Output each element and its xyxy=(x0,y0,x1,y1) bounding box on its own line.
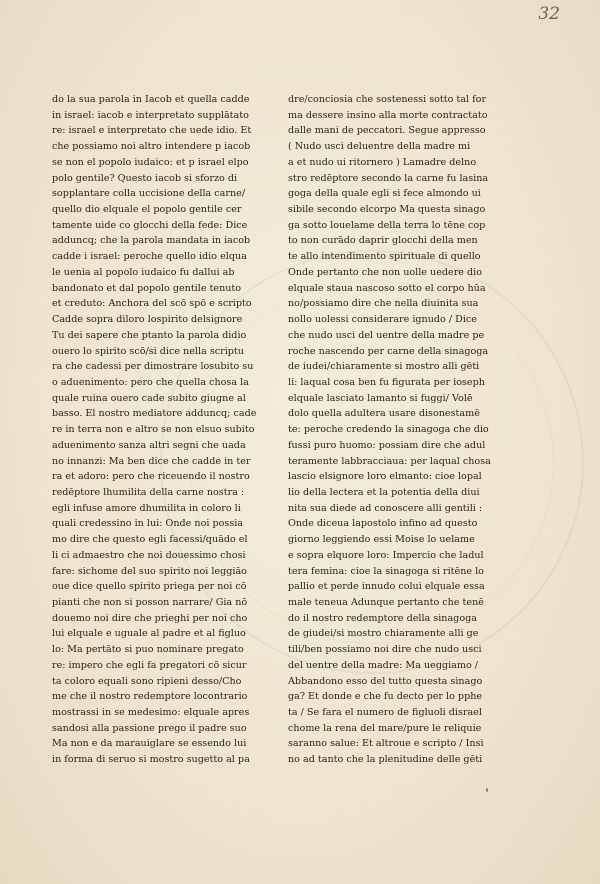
text-line: dolo quella adultera usare disonestamē xyxy=(288,408,480,420)
text-line: ra et adoro: pero che riceuendo il nostro xyxy=(52,471,250,483)
text-line: me che il nostro redemptore locontrario xyxy=(52,691,248,703)
text-line: egli infuse amore dhumilita in coloro li xyxy=(52,502,241,514)
text-line: saranno salue: Et altroue e scripto / Insi xyxy=(288,738,484,750)
right-text-column xyxy=(288,92,516,768)
text-line: fussi puro huomo: possiam dire che adul xyxy=(288,439,486,451)
text-line: lo: Ma pertāto si puo nominare pregato xyxy=(52,644,244,656)
text-line: roche nascendo per carne della sinagoga xyxy=(288,345,489,357)
text-line: no innanzi: Ma ben dice che cadde in ter xyxy=(52,455,251,467)
text-line: nita sua diede ad conoscere alli gentili : xyxy=(288,502,483,514)
text-line: goga della quale egli si fece almondo ui xyxy=(288,188,481,200)
text-line: o aduenimento: pero che quella chosa la xyxy=(52,376,249,388)
text-line: cadde i israel: peroche quello idio elqua xyxy=(52,251,247,263)
text-line: bandonato et dal popolo gentile tenuto xyxy=(52,282,242,294)
text-line: douemo noi dire che prieghi per noi cho xyxy=(52,612,248,624)
text-line: sopplantare colla uccisione della carne/ xyxy=(52,188,246,200)
text-line: lascio elsignore loro elmanto: cioe lopal xyxy=(288,471,482,483)
text-line: che nudo usci del uentre della madre pe xyxy=(288,329,485,341)
text-line: male teneua Adunque pertanto che tenē xyxy=(288,597,484,608)
text-line: lui elquale e uguale al padre et al figluo xyxy=(52,628,246,640)
text-line: quali credessino in lui: Onde noi possia xyxy=(52,518,244,530)
text-line: te allo intendimento spirituale di quello xyxy=(288,251,481,263)
text-line: tili/ben possiamo noi dire che nudo usci xyxy=(288,644,482,656)
text-line: mo dire che questo egli facessi/quādo el xyxy=(52,534,248,546)
text-line: pallio et perde innudo colui elquale essa xyxy=(288,581,485,593)
text-line: stro redēptore secondo la carne fu lasina xyxy=(288,172,489,184)
folio-number: 32 xyxy=(538,4,560,24)
text-line: quale ruina ouero cade subito giugne al xyxy=(52,392,246,404)
text-line: de iudei/chiaramente si mostro alli gēti xyxy=(288,361,480,373)
text-line: fare: sichome del suo spirito noi leggiāo xyxy=(52,565,247,577)
text-line: in forma di seruo si mostro sugetto al pa xyxy=(52,754,250,766)
text-line: mostrassi in se medesimo: elquale apres xyxy=(52,707,250,719)
text-line: chome la rena del mare/pure le reliquie xyxy=(288,722,482,734)
text-line: pianti che non si posson narrare/ Gia nō xyxy=(52,597,248,608)
text-line: elquale lasciato lamanto si fuggi/ Volē xyxy=(288,392,473,404)
text-line: te: peroche credendo la sinagoga che dio xyxy=(288,424,489,436)
text-line: quello dio elquale el popolo gentile cer xyxy=(52,204,242,216)
text-line: aduenimento sanza altri segni che uada xyxy=(52,439,246,451)
text-line: li ci admaestro che noi douessimo chosi xyxy=(52,549,246,561)
text-line: Onde diceua lapostolo infino ad questo xyxy=(288,518,478,530)
text-line: del uentre della madre: Ma ueggiamo / xyxy=(288,659,479,671)
text-line: Tu dei sapere che ptanto la parola didio xyxy=(52,329,247,341)
text-line: li: laqual cosa ben fu figurata per ioseph xyxy=(288,376,485,388)
text-line: Abbandono esso del tutto questa sinago xyxy=(288,675,483,687)
text-line: elquale staua nascoso sotto el corpo hūa xyxy=(288,282,486,294)
text-line: basso. El nostro mediatore adduncq; cade xyxy=(52,408,257,420)
text-line: ra che cadessi per dimostrare losubito su xyxy=(52,361,254,373)
text-line: lio della lectera et la potentia della diui xyxy=(288,486,480,498)
text-line: ta coloro equali sono ripieni desso/Cho xyxy=(52,675,242,687)
text-line: adduncq; che la parola mandata in iacob xyxy=(52,235,251,247)
text-line: tamente uide co glocchi della fede: Dice xyxy=(52,219,248,231)
text-line: ouero lo spirito scō/si dice nella scriptu xyxy=(52,345,244,357)
text-line: do il nostro redemptore della sinagoga xyxy=(288,612,477,624)
text-line: Ma non e da marauiglare se essendo lui xyxy=(52,738,247,750)
text-line: re in terra non e altro se non elsuo subito xyxy=(52,424,255,436)
text-line: polo gentile? Questo iacob si sforzo di xyxy=(52,172,238,184)
text-line: teramente labbracciaua: per laqual chosa xyxy=(288,455,491,467)
text-line: ga sotto louelame della terra lo tēne cop xyxy=(288,219,486,231)
text-line: redēptore lhumilita della carne nostra : xyxy=(52,486,245,498)
text-line: et creduto: Anchora del scō spō e scripto xyxy=(52,298,252,310)
text-line: ma dessere insino alla morte contractato xyxy=(288,109,488,121)
text-line: ta / Se fara el numero de figluoli disrael xyxy=(288,707,482,719)
text-line: a et nudo ui ritornero ) Lamadre delno xyxy=(288,156,477,168)
text-line: nollo uolessi considerare ignudo / Dice xyxy=(288,314,477,326)
text-line: do la sua parola in Iacob et quella cadde xyxy=(52,94,250,105)
left-text-column xyxy=(52,92,280,768)
text-line: no/possiamo dire che nella diuinita sua xyxy=(288,298,479,310)
text-line: no ad tanto che la plenitudine delle gēti xyxy=(288,754,483,766)
text-line: sibile secondo elcorpo Ma questa sinago xyxy=(288,204,486,216)
text-line: ga? Et donde e che fu decto per lo pphe xyxy=(288,691,483,703)
text-line: e sopra elquore loro: Impercio che ladul xyxy=(288,549,484,561)
text-line: le uenia al popolo iudaico fu dallui ab xyxy=(52,266,235,278)
text-line: che possiamo noi altro intendere p iacob xyxy=(52,141,251,153)
text-line: Cadde sopra diloro lospirito delsignore xyxy=(52,314,243,326)
text-line: tera femina: cioe la sinagoga si ritēne lo xyxy=(288,565,484,577)
text-line: re: impero che egli fa pregatori cō sicur xyxy=(52,659,247,671)
text-line: to non curādo daprir glocchi della men xyxy=(288,235,478,247)
text-line: ( Nudo usci deluentre della madre mi xyxy=(288,141,471,153)
text-line: Onde pertanto che non uolle uedere dio xyxy=(288,266,483,278)
text-line: oue dice quello spirito priega per noi cō xyxy=(52,581,247,593)
text-line: giorno leggiendo essi Moise lo uelame xyxy=(288,534,475,546)
text-line: dre/conciosia che sostenessi sotto tal for xyxy=(288,94,487,105)
text-line: se non el popolo iudaico: et p israel elpo xyxy=(52,156,249,168)
text-line: sandosi alla passione prego il padre suo xyxy=(52,722,247,734)
text-line: de giudei/si mostro chiaramente alli ge xyxy=(288,628,479,640)
text-line: in israel: iacob e interpretato supplātato xyxy=(52,109,249,121)
text-line: dalle mani de peccatori. Segue appresso xyxy=(288,125,486,137)
ink-speck xyxy=(486,788,488,792)
text-line: re: israel e interpretato che uede idio. Et xyxy=(52,125,252,137)
